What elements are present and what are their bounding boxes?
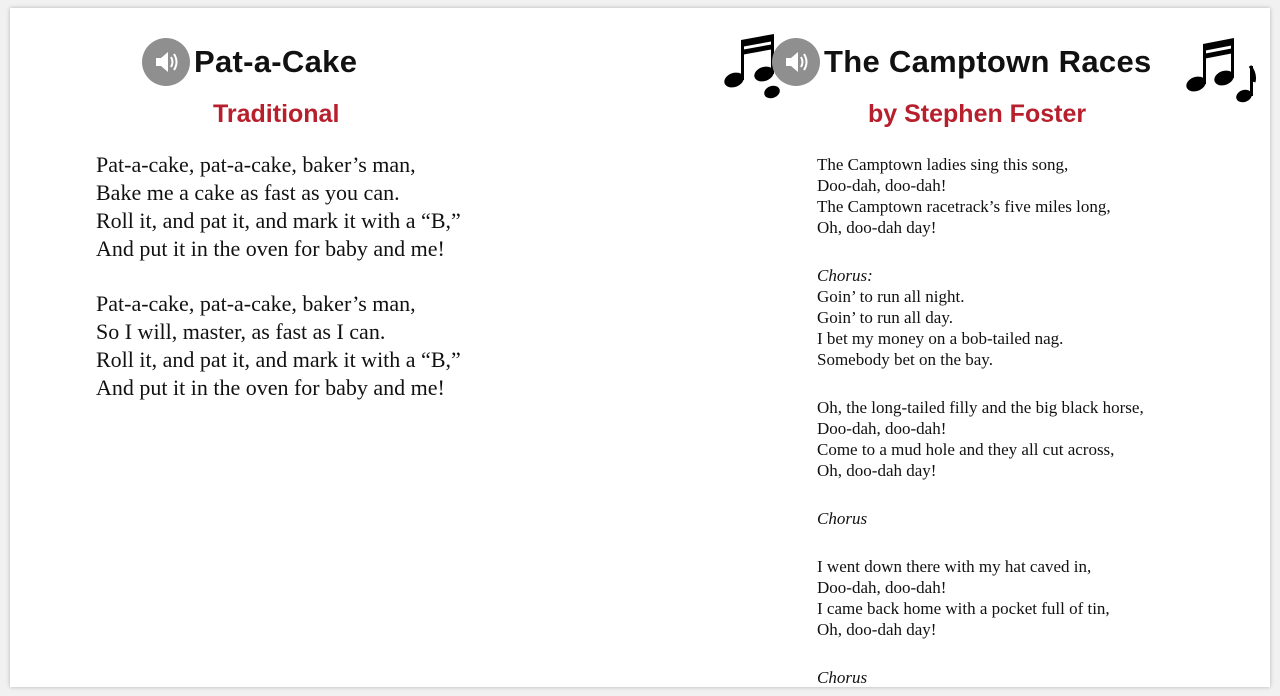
lyric-line: Roll it, and pat it, and mark it with a “B,” xyxy=(96,347,461,372)
lyric-line: Pat-a-cake, pat-a-cake, baker’s man, xyxy=(96,291,416,316)
lyric-line: Come to a mud hole and they all cut across, xyxy=(817,440,1115,459)
lyric-line: Pat-a-cake, pat-a-cake, baker’s man, xyxy=(96,152,416,177)
chorus-reference xyxy=(817,508,1144,529)
lyric-line: Goin’ to run all day. xyxy=(817,308,953,327)
lyric-line: Oh, doo-dah day! xyxy=(817,218,937,237)
stanza xyxy=(817,265,1144,370)
songbook-spread xyxy=(10,8,1270,687)
lyric-line: So I will, master, as fast as I can. xyxy=(96,319,386,344)
speaker-icon[interactable] xyxy=(772,38,820,86)
speaker-glyph xyxy=(781,47,811,77)
lyric-line: Doo-dah, doo-dah! xyxy=(817,419,947,438)
title-row xyxy=(772,38,1152,86)
song-subtitle: by Stephen Foster xyxy=(868,100,1087,128)
lyric-line: Somebody bet on the bay. xyxy=(817,350,993,369)
stanza xyxy=(817,397,1144,481)
stanza xyxy=(817,556,1144,640)
lyric-line: And put it in the oven for baby and me! xyxy=(96,236,445,261)
chorus-label: Chorus: xyxy=(817,266,873,285)
lyric-line: Oh, the long-tailed filly and the big black horse, xyxy=(817,398,1144,417)
lyric-line: I bet my money on a bob-tailed nag. xyxy=(817,329,1064,348)
song-subtitle: Traditional xyxy=(213,100,340,128)
right-page xyxy=(640,8,1270,687)
verse-2 xyxy=(96,290,461,402)
lyrics-body xyxy=(817,154,1144,687)
speaker-glyph xyxy=(151,47,181,77)
song-title: The Camptown Races xyxy=(824,44,1152,79)
lyric-line: I went down there with my hat caved in, xyxy=(817,557,1092,576)
lyric-line: Oh, doo-dah day! xyxy=(817,620,937,639)
lyric-line: Oh, doo-dah day! xyxy=(817,461,937,480)
song-title: Pat-a-Cake xyxy=(194,44,358,79)
lyric-line: Bake me a cake as fast as you can. xyxy=(96,180,400,205)
chorus-reference xyxy=(817,667,1144,687)
lyric-line: The Camptown racetrack’s five miles long, xyxy=(817,197,1111,216)
left-page xyxy=(10,8,640,687)
title-row xyxy=(142,38,357,86)
lyric-line: Goin’ to run all night. xyxy=(817,287,965,306)
stanza xyxy=(817,154,1144,238)
lyric-line: Doo-dah, doo-dah! xyxy=(817,176,947,195)
verse-1 xyxy=(96,151,461,263)
lyric-line: Doo-dah, doo-dah! xyxy=(817,578,947,597)
lyric-line: The Camptown ladies sing this song, xyxy=(817,155,1069,174)
lyric-line: Roll it, and pat it, and mark it with a “B,” xyxy=(96,208,461,233)
chorus-label: Chorus xyxy=(817,668,868,687)
lyric-line: And put it in the oven for baby and me! xyxy=(96,375,445,400)
lyric-line: I came back home with a pocket full of tin, xyxy=(817,599,1110,618)
chorus-label: Chorus xyxy=(817,509,868,528)
speaker-icon[interactable] xyxy=(142,38,190,86)
music-notes-icon xyxy=(1184,36,1256,108)
